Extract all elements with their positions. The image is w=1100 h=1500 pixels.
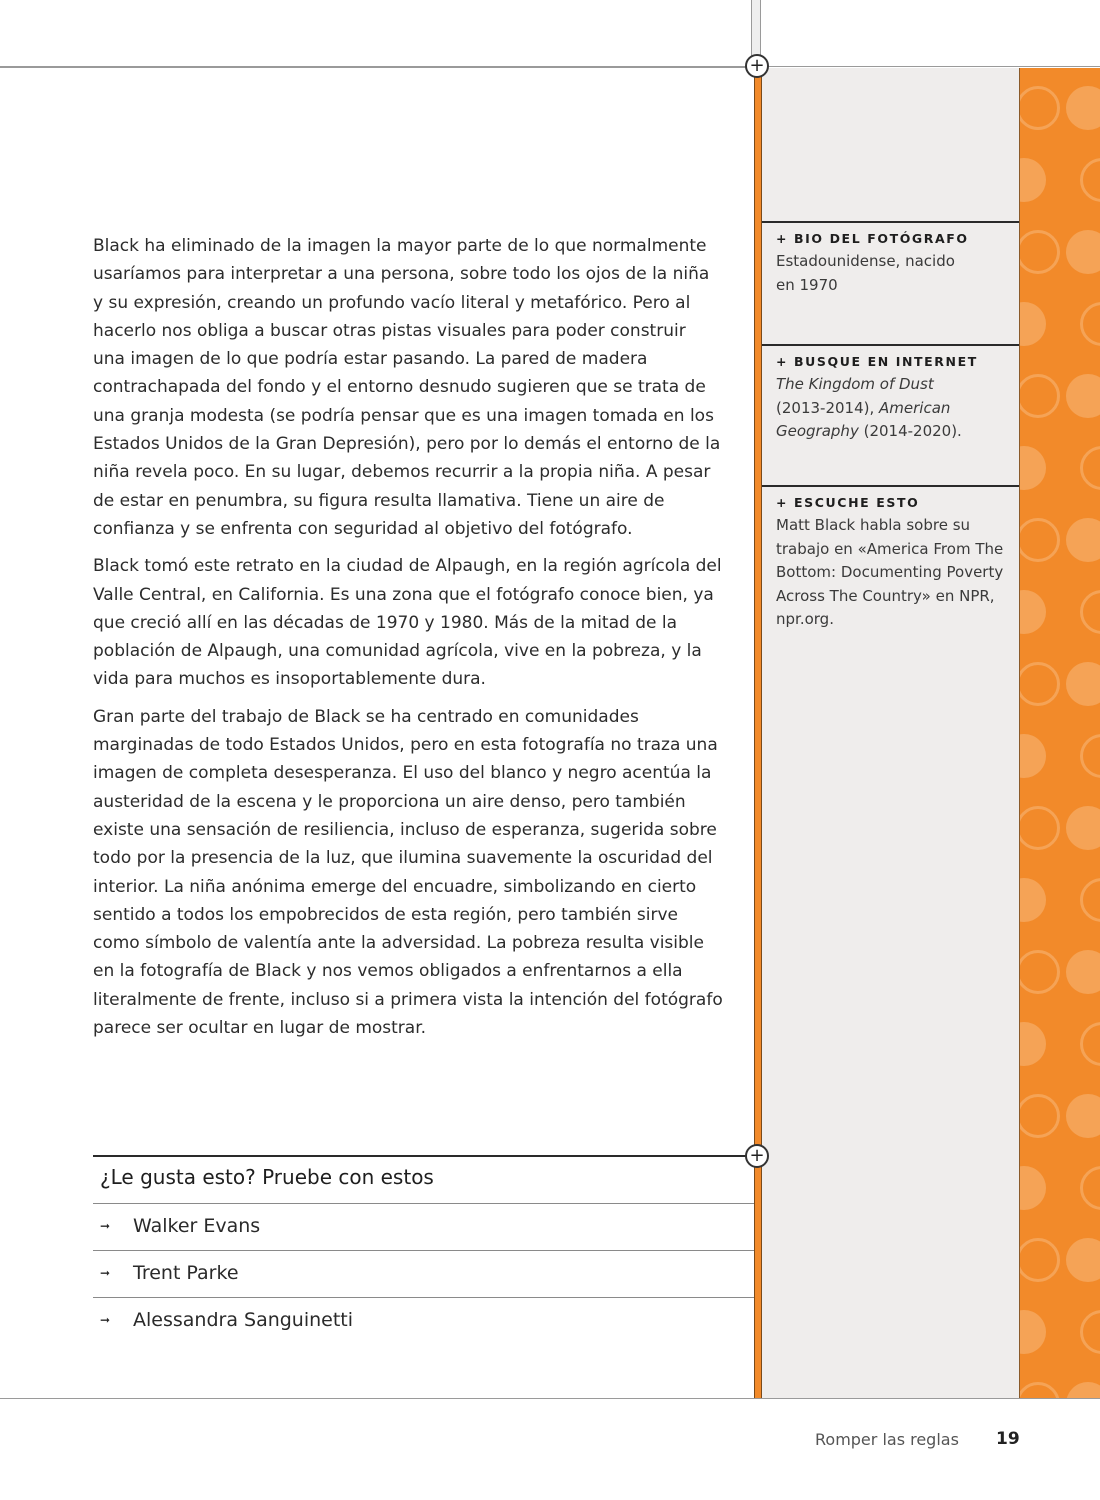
pattern-circle xyxy=(1066,518,1100,562)
arrow-right-icon: ➞ xyxy=(100,1219,111,1233)
bio-box xyxy=(762,221,1019,345)
recommendation-item xyxy=(100,1262,239,1284)
pattern-circle xyxy=(1080,1022,1100,1066)
pattern-circle xyxy=(1066,1382,1100,1398)
divider xyxy=(93,1297,754,1298)
paragraph: Black tomó este retrato en la ciudad de Alpaugh, en la región agrícola del Valle Central, en California. Es una zona que el fotógrafo conoce bien, ya que creció allí en las décadas de 1970 y 1980. Más de la mitad de la población de Alpaugh, una comunidad agrícola, vive en la pobreza, y la vida para muchos es insoportablemente dura. xyxy=(93,556,722,690)
pattern-circle xyxy=(1019,302,1046,346)
pattern-circle xyxy=(1019,806,1060,850)
pattern-circle xyxy=(1019,1166,1046,1210)
plus-icon: + xyxy=(745,1144,769,1168)
pattern-circle xyxy=(1080,446,1100,490)
orange-stripe xyxy=(754,68,762,1398)
paragraph: Gran parte del trabajo de Black se ha centrado en comunidades marginadas de todo Estados Unidos, pero en esta fotografía no traza una imagen de completa desesperanza. El uso del blanco y negro acentúa la austeridad de la escena y le proporciona un aire denso, pero también existe una sensación de resiliencia, incluso de esperanza, sugerida sobre todo por la presencia de la luz, que ilumina suavemente la oscuridad del interior. La niña anónima emerge del encuadre, simbolizando en cierto sentido a todos los empobrecidos de esta región, pero también sirve como símbolo de valentía ante la adversidad. La pobreza resulta visible en la fotografía de Black y nos vemos obligados a enfrentarnos a ella literalmente de frente, incluso si a primera vista la intención del fotógrafo parece ser ocultar en lugar de mostrar. xyxy=(93,706,723,1039)
bio-heading: + BIO DEL FOTÓGRAFO xyxy=(776,231,969,246)
pattern-circle xyxy=(1080,1310,1100,1354)
pattern-circle xyxy=(1019,374,1060,418)
pattern-circle xyxy=(1019,446,1046,490)
pattern-circle xyxy=(1019,230,1060,274)
search-text xyxy=(776,373,986,444)
orange-pattern-band xyxy=(1019,68,1100,1398)
pattern-circle xyxy=(1080,590,1100,634)
pattern-circle xyxy=(1066,950,1100,994)
divider xyxy=(93,1203,754,1204)
pattern-circle xyxy=(1080,1166,1100,1210)
pattern-circle xyxy=(1019,1022,1046,1066)
pattern-circle xyxy=(1080,302,1100,346)
recommendation-name: Walker Evans xyxy=(133,1215,261,1237)
recommendations-rule xyxy=(93,1155,757,1157)
top-rule xyxy=(0,66,757,68)
pattern-circle xyxy=(1019,950,1060,994)
paragraph: Black ha eliminado de la imagen la mayor parte de lo que normalmente usaríamos para interpretar a una persona, sobre todo los ojos de la niña y su expresión, creando un profundo vacío literal y metafórico. Pero al hacerlo nos obliga a buscar otras pistas visuales para poder construir una imagen de lo que podría estar pasando. La pared de madera contrachapada del fondo y el entorno desnudo sugieren que se trata de una granja modesta (se podría pensar que es una imagen tomada en los Estados Unidos de la Gran Depresión), pero por lo demás el entorno de la niña revela poco. En su lugar, debemos recurrir a la propia niña. A pesar de estar en penumbra, su figura resulta llamativa. Tiene un aire de confianza y se enfrenta con seguridad al objetivo del fotógrafo. xyxy=(93,236,721,539)
pattern-circle xyxy=(1019,86,1060,130)
pattern-circle xyxy=(1066,1238,1100,1282)
body-text xyxy=(93,232,723,1051)
pattern-circle xyxy=(1080,878,1100,922)
listen-text: Matt Black habla sobre su trabajo en «America From The Bottom: Documenting Poverty Across The Country» en NPR, npr.org. xyxy=(776,516,1004,628)
search-title-1: The Kingdom of Dust xyxy=(776,375,934,393)
recommendation-item xyxy=(100,1215,260,1237)
top-rule-right xyxy=(757,66,1100,67)
bio-text: Estadounidense, nacido en 1970 xyxy=(776,252,955,294)
search-title-2: American Geography xyxy=(776,398,951,440)
pattern-circle xyxy=(1019,590,1046,634)
divider xyxy=(93,1250,754,1251)
pattern-circle xyxy=(1066,86,1100,130)
pattern-circle xyxy=(1066,374,1100,418)
recommendations-title: ¿Le gusta esto? Pruebe con estos xyxy=(100,1165,434,1189)
search-box xyxy=(762,344,1019,486)
pattern-circle xyxy=(1019,734,1046,778)
pattern-circle xyxy=(1019,1310,1046,1354)
search-heading: + BUSQUE EN INTERNET xyxy=(776,354,978,369)
pattern-circle xyxy=(1066,806,1100,850)
listen-heading: + ESCUCHE ESTO xyxy=(776,495,920,510)
search-years-2: (2014-2020). xyxy=(858,422,962,440)
recommendation-name: Trent Parke xyxy=(133,1262,239,1284)
pattern-circle xyxy=(1019,662,1060,706)
running-footer: Romper las reglas xyxy=(815,1430,959,1449)
pattern-circle xyxy=(1066,230,1100,274)
pattern-circle xyxy=(1019,878,1046,922)
pattern-circle xyxy=(1019,1382,1060,1398)
pattern-circle xyxy=(1066,1094,1100,1138)
pattern-circle xyxy=(1019,518,1060,562)
pattern-circle xyxy=(1080,158,1100,202)
pattern-circle xyxy=(1019,158,1046,202)
search-years-1: (2013-2014), xyxy=(776,398,880,417)
page-number: 19 xyxy=(996,1429,1020,1449)
arrow-right-icon: ➞ xyxy=(100,1266,111,1280)
recommendation-item xyxy=(100,1309,353,1331)
listen-box xyxy=(762,485,1019,645)
pattern-circle xyxy=(1019,1094,1060,1138)
pattern-circle xyxy=(1019,1238,1060,1282)
recommendation-name: Alessandra Sanguinetti xyxy=(133,1309,354,1331)
pattern-circle xyxy=(1080,734,1100,778)
arrow-right-icon: ➞ xyxy=(100,1313,111,1327)
plus-icon: + xyxy=(745,54,769,78)
pattern-circle xyxy=(1066,662,1100,706)
bottom-rule xyxy=(0,1398,1100,1399)
